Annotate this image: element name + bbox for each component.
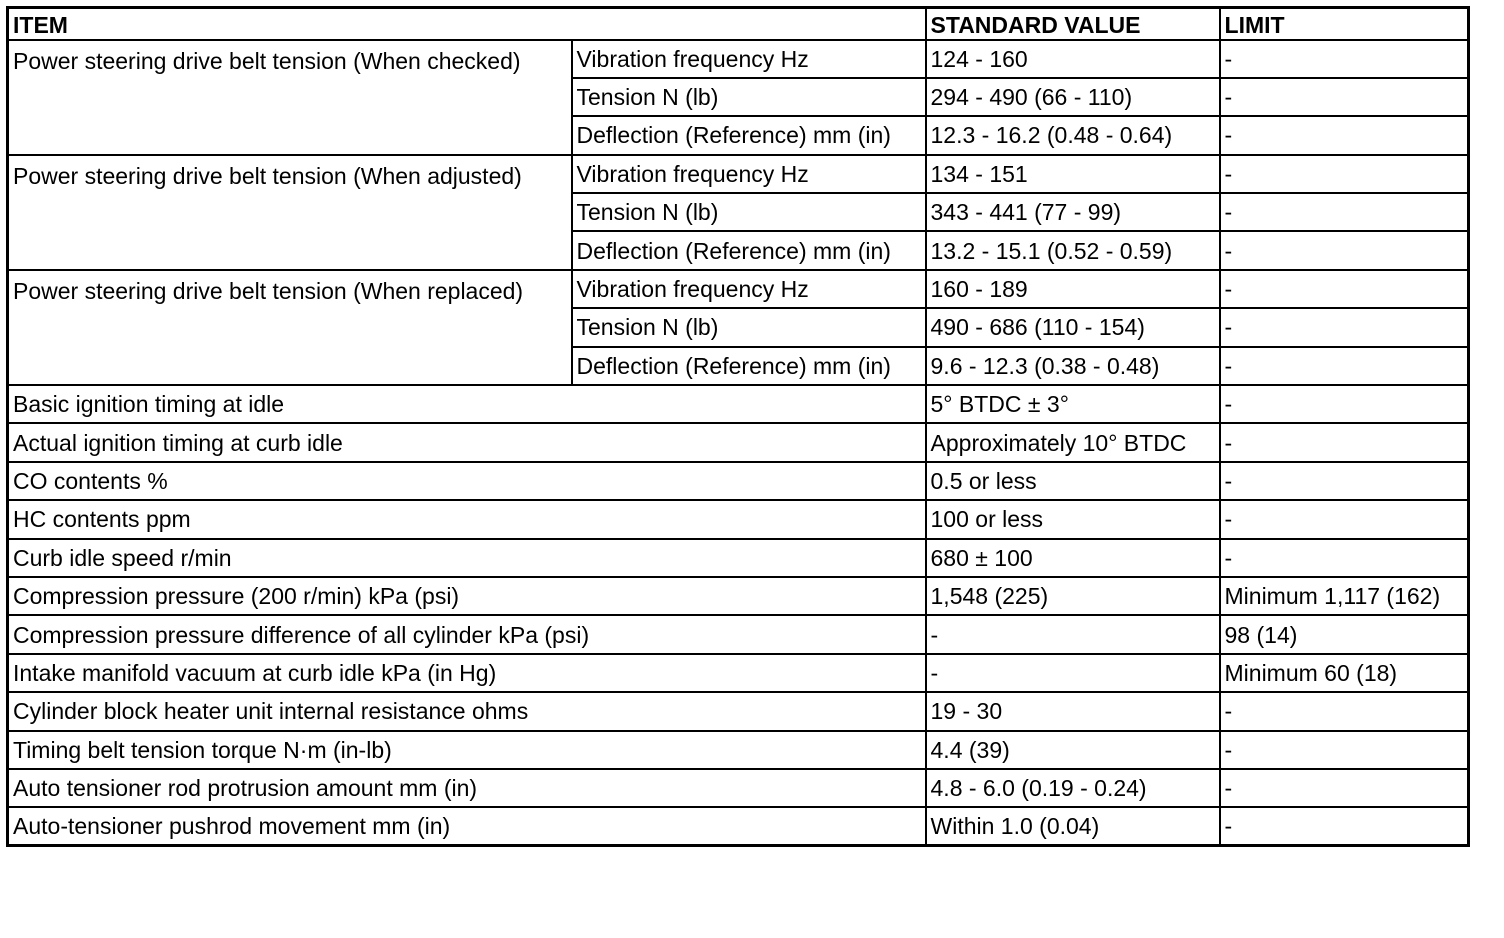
limit-cell: - [1220,462,1469,500]
standard-value-cell: 9.6 - 12.3 (0.38 - 0.48) [926,347,1220,385]
standard-value-cell: 294 - 490 (66 - 110) [926,78,1220,116]
limit-cell: - [1220,807,1469,845]
limit-cell: - [1220,769,1469,807]
sub-item-label: Vibration frequency Hz [572,155,926,193]
table-row [8,155,1469,193]
table-row [8,692,1469,730]
limit-cell: - [1220,308,1469,346]
group-item-label: Power steering drive belt tension (When replaced) [8,270,572,385]
item-label: Timing belt tension torque N·m (in-lb) [8,731,926,769]
standard-value-cell: - [926,615,1220,653]
limit-cell: - [1220,539,1469,577]
limit-cell: Minimum 60 (18) [1220,654,1469,692]
standard-value-cell: 680 ± 100 [926,539,1220,577]
standard-value-cell: 134 - 151 [926,155,1220,193]
item-label: Auto tensioner rod protrusion amount mm (in) [8,769,926,807]
sub-item-label: Tension N (lb) [572,308,926,346]
item-label: CO contents % [8,462,926,500]
standard-value-cell: 490 - 686 (110 - 154) [926,308,1220,346]
sub-item-label: Deflection (Reference) mm (in) [572,116,926,154]
table-row [8,654,1469,692]
table-row [8,423,1469,461]
standard-value-cell: 100 or less [926,500,1220,538]
standard-value-cell: 124 - 160 [926,40,1220,78]
standard-value-cell: 12.3 - 16.2 (0.48 - 0.64) [926,116,1220,154]
standard-value-cell: Within 1.0 (0.04) [926,807,1220,845]
header-limit: LIMIT [1220,8,1469,40]
standard-value-cell: 4.8 - 6.0 (0.19 - 0.24) [926,769,1220,807]
item-label: Intake manifold vacuum at curb idle kPa (in Hg) [8,654,926,692]
header-row [8,8,1469,40]
standard-value-cell: 13.2 - 15.1 (0.52 - 0.59) [926,231,1220,269]
limit-cell: - [1220,423,1469,461]
table-row [8,769,1469,807]
limit-cell: - [1220,78,1469,116]
group-item-label: Power steering drive belt tension (When adjusted) [8,155,572,270]
sub-item-label: Deflection (Reference) mm (in) [572,347,926,385]
standard-value-cell: 19 - 30 [926,692,1220,730]
item-label: Compression pressure difference of all cylinder kPa (psi) [8,615,926,653]
item-label: Actual ignition timing at curb idle [8,423,926,461]
standard-value-cell: 343 - 441 (77 - 99) [926,193,1220,231]
sub-item-label: Vibration frequency Hz [572,40,926,78]
table-row [8,270,1469,308]
item-label: HC contents ppm [8,500,926,538]
limit-cell: - [1220,731,1469,769]
limit-cell: - [1220,231,1469,269]
limit-cell: - [1220,347,1469,385]
limit-cell: - [1220,385,1469,423]
standard-value-cell: 4.4 (39) [926,731,1220,769]
standard-value-cell: 160 - 189 [926,270,1220,308]
table-row [8,40,1469,78]
item-label: Auto-tensioner pushrod movement mm (in) [8,807,926,845]
table-row [8,462,1469,500]
table-row [8,615,1469,653]
table-row [8,731,1469,769]
limit-cell: Minimum 1,117 (162) [1220,577,1469,615]
limit-cell: - [1220,193,1469,231]
limit-cell: - [1220,40,1469,78]
standard-value-cell: - [926,654,1220,692]
standard-value-cell: 1,548 (225) [926,577,1220,615]
table-row [8,577,1469,615]
limit-cell: 98 (14) [1220,615,1469,653]
limit-cell: - [1220,270,1469,308]
standard-value-cell: Approximately 10° BTDC [926,423,1220,461]
standard-value-cell: 0.5 or less [926,462,1220,500]
table-row [8,807,1469,845]
item-label: Cylinder block heater unit internal resistance ohms [8,692,926,730]
item-label: Compression pressure (200 r/min) kPa (psi) [8,577,926,615]
item-label: Basic ignition timing at idle [8,385,926,423]
standard-value-cell: 5° BTDC ± 3° [926,385,1220,423]
sub-item-label: Deflection (Reference) mm (in) [572,231,926,269]
sub-item-label: Vibration frequency Hz [572,270,926,308]
item-label: Curb idle speed r/min [8,539,926,577]
limit-cell: - [1220,155,1469,193]
limit-cell: - [1220,692,1469,730]
table-row [8,385,1469,423]
sub-item-label: Tension N (lb) [572,193,926,231]
group-item-label: Power steering drive belt tension (When checked) [8,40,572,155]
header-item: ITEM [8,8,926,40]
header-standard-value: STANDARD VALUE [926,8,1220,40]
limit-cell: - [1220,500,1469,538]
table-row [8,539,1469,577]
table-row [8,500,1469,538]
spec-table [6,6,1470,847]
limit-cell: - [1220,116,1469,154]
sub-item-label: Tension N (lb) [572,78,926,116]
